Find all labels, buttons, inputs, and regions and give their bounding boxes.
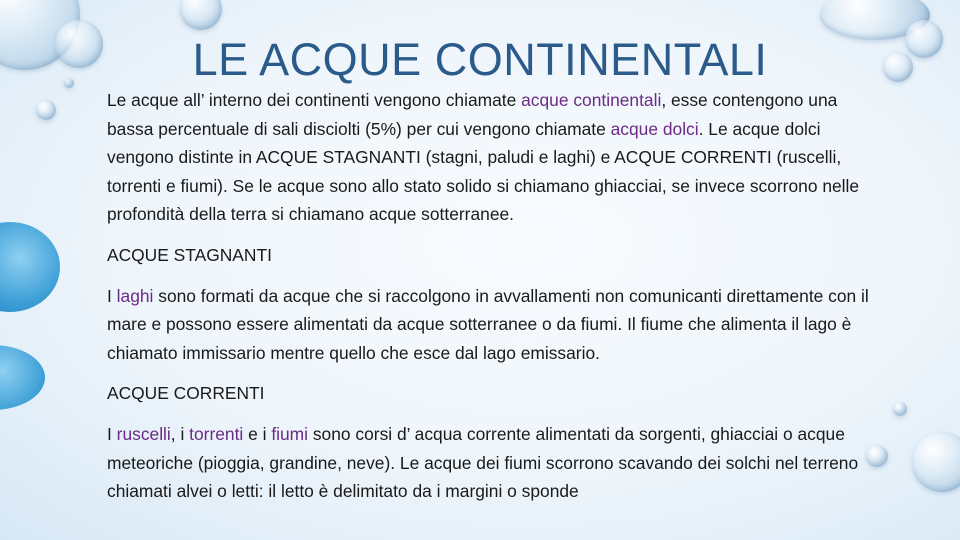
text-span: I [107,285,117,306]
heading-acque-correnti: ACQUE CORRENTI [107,383,265,404]
slide-body [107,86,887,518]
text-span: sono formati da acque che si raccolgono in avvallamenti non comunicanti direttamente con il mare e possono essere alimentati da acque sotterranee o da fiumi. Il fiume che alimenta il lago è chiamato immissario mentre quello che esce dal lago emissario. [107,285,869,363]
water-drop-icon [912,432,960,492]
text-span: I [107,423,117,444]
intro-paragraph [107,86,887,229]
text-span: e i [243,423,272,444]
text-span: , i [170,423,190,444]
highlight-laghi: laghi [116,285,154,306]
laghi-paragraph [107,282,887,368]
text-span: , esse contengono una bassa percentuale di sali disciolti (5%) per cui vengono chiamate [107,90,838,139]
highlight-fiumi: fiumi [271,423,309,444]
highlight-torrenti: torrenti [189,423,244,444]
blue-drop-icon [0,345,45,410]
heading-acque-stagnanti: ACQUE STAGNANTI [107,244,272,265]
highlight-acque-continentali: acque continentali [521,90,662,110]
text-span: . Le acque dolci vengono distinte in ACQUE STAGNANTI (stagni, paludi e laghi) e ACQUE CORRENTI (ruscelli, torrenti e fiumi). Se le acque sono allo stato solido si chiamano ghiacciai, se invece scorrono nelle profondità della terra si chiamano acque sotterranee. [107,118,860,225]
correnti-paragraph [107,420,887,506]
water-drop-icon [36,100,56,120]
blue-drop-icon [0,222,60,312]
slide-title: LE ACQUE CONTINENTALI [192,34,768,85]
water-drop-icon [180,0,222,30]
water-drop-icon [893,402,907,416]
text-span: Le acque all’ interno dei continenti vengono chiamate [107,90,522,110]
highlight-ruscelli: ruscelli [116,423,171,444]
text-span: sono corsi d’ acqua corrente alimentati da sorgenti, ghiacciai o acque meteoriche (pioggia, grandine, neve). Le acque dei fiumi scorrono scavando dei solchi nel terreno chiamati alvei o letti: il letto è delimitato da i margini o sponde [107,423,859,502]
highlight-acque-dolci: acque dolci [610,118,699,139]
